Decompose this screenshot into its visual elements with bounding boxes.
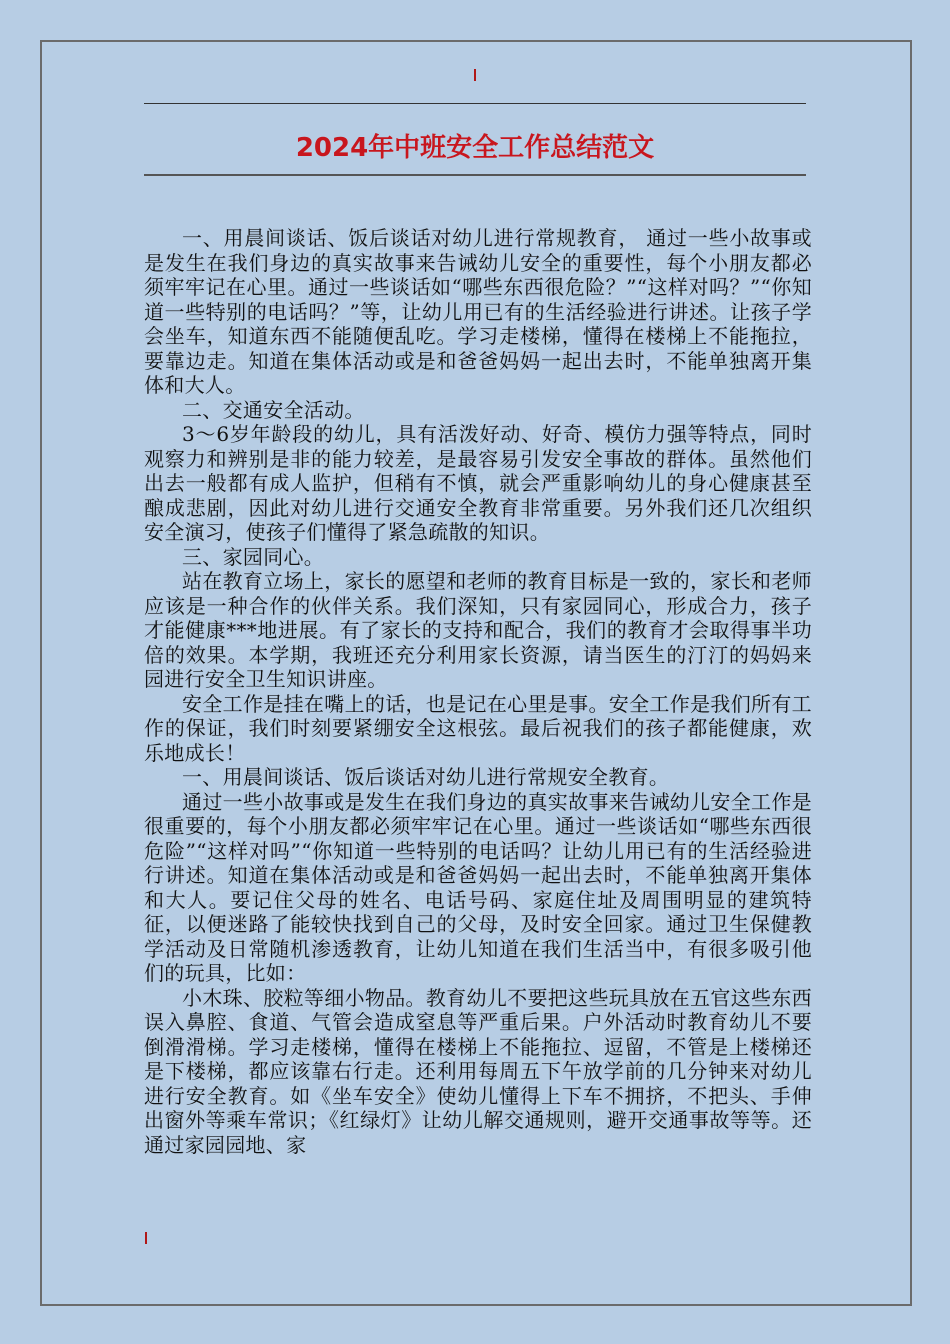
document-body	[144, 226, 812, 1157]
footer-mark	[145, 1232, 147, 1244]
paragraph: 一、用晨间谈话、饭后谈话对幼儿进行常规安全教育。	[182, 765, 670, 789]
paragraph: 通过一些小故事或是发生在我们身边的真实故事来告诫幼儿安全工作是很重要的，每个小朋友都必须牢牢记在心里。通过一些谈话如“哪些东西很危险”“这样对吗”“你知道一些特别的电话吗？让幼儿用已有的生活经验进行讲述。知道在集体活动或是和爸爸妈妈一起出去时，不能单独离开集体和大人。要记住父母的姓名、电话号码、家庭住址及周围明显的建筑特征，以便迷路了能较快找到自己的父母，及时安全回家。通过卫生保健教学活动及日常随机渗透教育，让幼儿知道在我们生活当中，有很多吸引他们的玩具，比如：	[144, 789, 812, 985]
paragraph: 安全工作是挂在嘴上的话，也是记在心里是事。安全工作是我们所有工作的保证，我们时刻要紧绷安全这根弦。最后祝我们的孩子都能健康，欢乐地成长！	[144, 691, 812, 765]
paragraph: 小木珠、胶粒等细小物品。教育幼儿不要把这些玩具放在五官这些东西误入鼻腔、食道、气管会造成窒息等严重后果。户外活动时教育幼儿不要倒滑滑梯。学习走楼梯，懂得在楼梯上不能拖拉、逗留，不管是上楼梯还是下楼梯，都应该靠右行走。还利用每周五下午放学前的几分钟来对幼儿进行安全教育。如《坐车安全》使幼儿懂得上下车不拥挤，不把头、手伸出窗外等乘车常识；《红绿灯》让幼儿解交通规则，避开交通事故等等。还通过家园园地、家	[144, 985, 812, 1157]
title-rule	[144, 174, 806, 176]
paragraph: 站在教育立场上，家长的愿望和老师的教育目标是一致的，家长和老师应该是一种合作的伙伴关系。我们深知，只有家园同心，形成合力，孩子才能健康***地进展。有了家长的支持和配合，我们的教育才会取得事半功倍的效果。本学期，我班还充分利用家长资源，请当医生的汀汀的妈妈来园进行安全卫生知识讲座。	[144, 569, 812, 691]
paragraph: 三、家园同心。	[182, 544, 325, 569]
paragraph: 二、交通安全活动。	[182, 397, 365, 422]
header-rule	[144, 103, 806, 104]
document-title: 2024年中班安全工作总结范文	[295, 133, 655, 163]
paragraph: 一、用晨间谈话、饭后谈话对幼儿进行常规教育， 通过一些小故事或是发生在我们身边的真实故事来告诫幼儿安全的重要性，每个小朋友都必须牢牢记在心里。通过一些谈话如“哪些东西很危险？”“这样对吗？”“你知道一些特别的电话吗？”等，让幼儿用已有的生活经验进行讲述。让孩子学会坐车，知道东西不能随便乱吃。学习走楼梯，懂得在楼梯上不能拖拉，要靠边走。知道在集体活动或是和爸爸妈妈一起出去时，不能单独离开集体和大人。	[144, 226, 812, 397]
paragraph: 3～6岁年龄段的幼儿，具有活泼好动、好奇、模仿力强等特点，同时观察力和辨别是非的能力较差，是最容易引发安全事故的群体。虽然他们出去一般都有成人监护，但稍有不慎，就会严重影响幼儿的身心健康甚至酿成悲剧，因此对幼儿进行交通安全教育非常重要。另外我们还几次组织安全演习，使孩子们懂得了紧急疏散的知识。	[144, 422, 812, 544]
header-mark	[474, 69, 476, 81]
